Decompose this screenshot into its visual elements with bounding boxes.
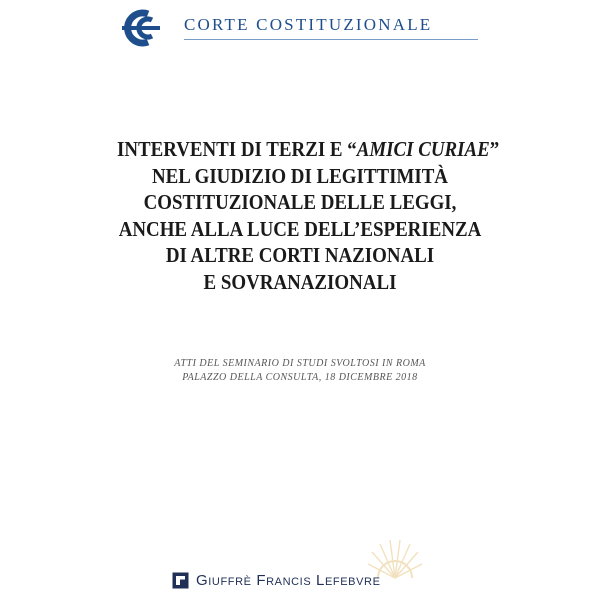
title-line-1: INTERVENTI DI TERZI E “AMICI CURIAE” (116, 137, 500, 161)
header-divider (184, 39, 478, 40)
book-cover (92, 0, 480, 600)
title-line-5: DI ALTRE CORTI NAZIONALI (165, 243, 435, 267)
title-line-6: E SOVRANAZIONALI (203, 269, 397, 294)
corte-costituzionale-logo-icon (118, 8, 164, 48)
title-line-4: ANCHE ALLA LUCE DELL’ESPERIENZA (118, 216, 482, 241)
title-line-2: NEL GIUDIZIO DI LEGITTIMITÀ (152, 163, 448, 188)
title-line-3: COSTITUZIONALE DELLE LEGGI, (143, 190, 457, 214)
publisher-name: CORTE COSTITUZIONALE (184, 15, 433, 34)
subtitle-line-2: PALAZZO DELLA CONSULTA, 18 DICEMBRE 2018 (182, 372, 418, 383)
book-subtitle (92, 357, 508, 385)
giuffre-logo-icon (172, 572, 189, 589)
cover-header (118, 6, 478, 46)
cover-footer (172, 570, 428, 590)
footer-publisher-name: Giuffrè Francis Lefebvre (196, 572, 381, 589)
subtitle-line-1: ATTI DEL SEMINARIO DI STUDI SVOLTOSI IN ROMA (174, 358, 426, 369)
book-title (92, 136, 508, 295)
